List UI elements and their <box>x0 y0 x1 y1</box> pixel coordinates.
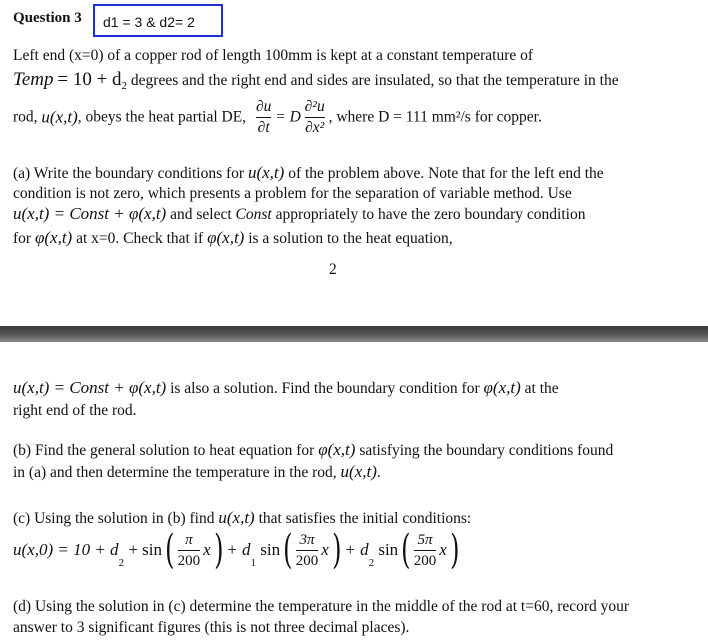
fraction-1 <box>178 531 201 570</box>
paren-open: ( <box>165 527 175 573</box>
u-xt: u(x,t) <box>340 462 377 481</box>
phi-xt: φ(x,t) <box>207 228 245 247</box>
phi-xt: φ(x,t) <box>34 228 73 247</box>
paren-open: ( <box>283 527 293 573</box>
temp-value: = 10 + d <box>57 69 122 90</box>
ic-lhs: u(x,0) = 10 + d <box>13 540 119 559</box>
ic-sin-3: sin <box>378 540 399 559</box>
ic-d1: + d <box>226 540 251 559</box>
part-d-line-2: answer to 3 significant figures (this is not three decimal places). <box>13 619 410 636</box>
pde-rhs-denominator: ∂x² <box>305 119 325 136</box>
intro-line-1: Left end (x=0) of a copper rod of length 100mm is kept at a constant temperature of <box>13 47 534 64</box>
paren-close: ) <box>449 527 460 573</box>
initial-condition-equation <box>13 527 462 576</box>
part-a-line-2: condition is not zero, which presents a problem for the separation of variable method. Use <box>13 185 572 202</box>
ic-subscript: 1 <box>250 556 256 569</box>
fraction-2-numerator: 3π <box>299 531 315 548</box>
part-a-text-7: is a solution to the heat equation, <box>248 230 453 247</box>
ic-sin-1: + sin <box>128 540 162 559</box>
intro-line-3 <box>13 98 542 140</box>
u-xt: u(x,t) <box>218 508 255 527</box>
part-b-line-1 <box>13 440 613 460</box>
part-a-line-4 <box>13 228 453 248</box>
intro-line-2-text: degrees and the right end and sides are insulated, so that the temperature in the <box>130 72 619 89</box>
part-b-text-1: (b) Find the general solution to heat equation for <box>13 442 315 459</box>
ic-sin-2: sin <box>260 540 281 559</box>
annotation-box <box>93 4 223 37</box>
continued-line-1 <box>13 378 559 398</box>
page-number: 2 <box>329 261 337 278</box>
continued-text-1: is also a solution. Find the boundary condition for <box>170 380 480 397</box>
ic-subscript: 2 <box>368 556 375 569</box>
pde-lhs-numerator: ∂u <box>255 98 272 115</box>
pde-rhs-fraction <box>305 98 325 137</box>
part-b-text-4: . <box>376 464 381 481</box>
pde-lhs-fraction <box>256 98 271 137</box>
continued-text-2: at the <box>524 380 559 397</box>
part-b-line-2 <box>13 462 381 482</box>
fraction-2-x: x <box>321 540 329 559</box>
part-a-text-2: of the problem above. Note that for the left end the <box>288 165 604 182</box>
fraction-2-denominator: 200 <box>295 552 319 569</box>
intro-pde-label: , obeys the heat partial DE, <box>77 108 247 126</box>
fraction-3-x: x <box>439 540 447 559</box>
part-a-text-6: at x=0. Check that if <box>76 230 204 247</box>
ic-subscript: 2 <box>118 556 125 569</box>
pde-rhs-numerator: ∂²u <box>304 98 325 115</box>
fraction-1-numerator: π <box>185 531 193 548</box>
const-word: Const <box>235 206 272 223</box>
intro-line-2 <box>13 69 619 92</box>
part-a-text-4: appropriately to have the zero boundary condition <box>275 206 586 223</box>
fraction-1-x: x <box>203 540 211 559</box>
annotation-text: d1 = 3 & d2= 2 <box>103 14 195 30</box>
part-a-text-3: and select <box>170 206 232 223</box>
paren-close: ) <box>213 527 224 573</box>
fraction-2 <box>296 531 319 570</box>
u-xt: u(x,t) <box>247 163 285 182</box>
part-d-line-1: (d) Using the solution in (c) determine the temperature in the middle of the rod at t=60, record your <box>13 598 630 615</box>
decomposition-equation: u(x,t) = Const + φ(x,t) <box>13 204 167 223</box>
paren-close: ) <box>331 527 342 573</box>
part-c-text-2: that satisfies the initial conditions: <box>258 510 472 527</box>
intro-rod-label: rod, <box>13 108 38 126</box>
temp-symbol: Temp <box>13 69 54 90</box>
decomposition-equation: u(x,t) = Const + φ(x,t) <box>13 378 167 397</box>
pde-lhs-denominator: ∂t <box>257 119 270 136</box>
intro-diffusivity: , where D = 111 mm²/s for copper. <box>328 108 542 126</box>
part-c-line-1 <box>13 508 471 528</box>
temp-subscript: 2 <box>121 80 128 93</box>
part-c-text-1: (c) Using the solution in (b) find <box>13 510 215 527</box>
part-a-text-1: (a) Write the boundary conditions for <box>13 165 245 182</box>
ic-d2: + d <box>344 540 369 559</box>
page-2 <box>0 344 708 640</box>
fraction-3-numerator: 5π <box>417 531 433 548</box>
part-b-text-3: in (a) and then determine the temperature in the rod, <box>13 464 337 481</box>
paren-open: ( <box>401 527 411 573</box>
page-divider <box>0 326 708 342</box>
continued-line-2: right end of the rod. <box>13 402 137 419</box>
fraction-1-denominator: 200 <box>177 552 201 569</box>
pde-equals: = D <box>275 108 301 126</box>
phi-xt: φ(x,t) <box>318 440 356 459</box>
part-a-text-5: for <box>13 230 32 247</box>
part-b-text-2: satisfying the boundary conditions found <box>359 442 614 459</box>
phi-xt: φ(x,t) <box>483 378 521 397</box>
u-xt: u(x,t) <box>41 107 78 127</box>
fraction-3-denominator: 200 <box>413 552 437 569</box>
question-title: Question 3 <box>13 10 82 26</box>
part-a-line-3 <box>13 204 585 224</box>
part-a-line-1 <box>13 163 604 183</box>
fraction-3 <box>414 531 437 570</box>
